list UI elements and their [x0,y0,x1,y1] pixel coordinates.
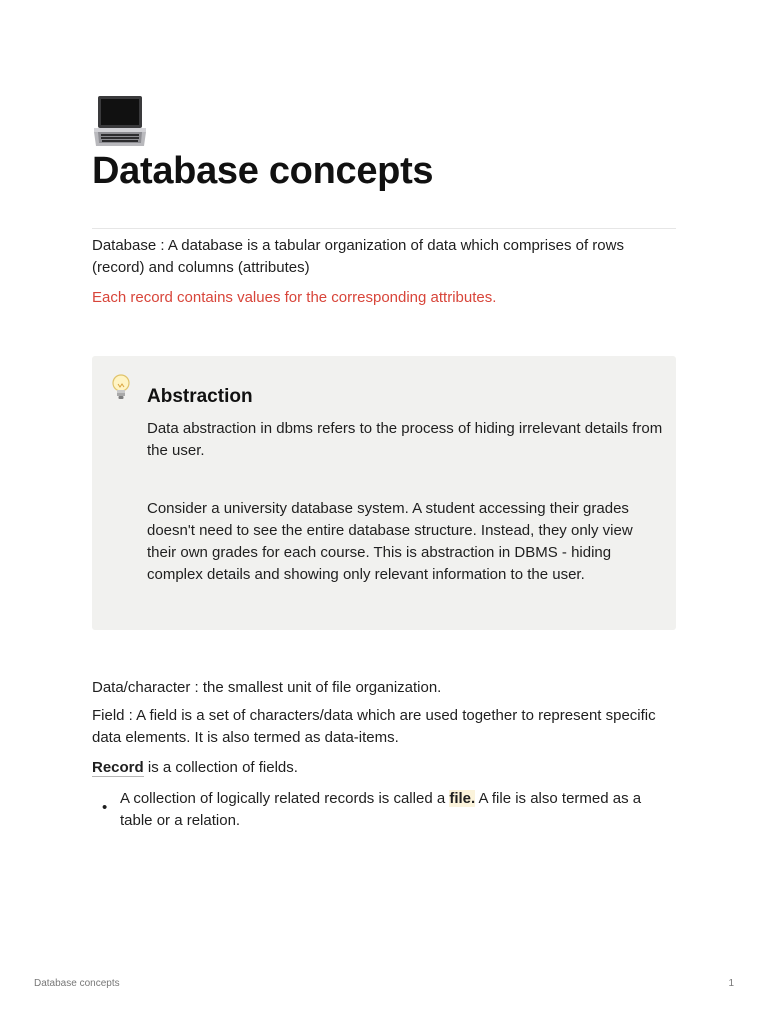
bullet-marker: • [102,799,108,816]
record-description: is a collection of fields. [143,759,298,776]
lightbulb-icon [110,373,132,401]
footer-title: Database concepts [34,978,120,989]
data-character-definition: Data/character : the smallest unit of file organization. [92,679,442,696]
callout-heading: Abstraction [147,386,253,407]
file-text-before: A collection of logically related records is called a [120,790,450,807]
field-definition: Field : A field is a set of characters/data which are used together to represent specific data elements. It is also termed as data-items. [92,707,656,746]
page-title: Database concepts [92,150,434,192]
callout-paragraph-definition: Data abstraction in dbms refers to the process of hiding irrelevant details from the user. [147,420,663,459]
list-item [120,788,676,832]
database-definition: Database : A database is a tabular organization of data which comprises of rows (record) and columns (attributes) [92,237,624,276]
file-term: file. [449,790,476,807]
page-number: 1 [728,978,734,989]
file-text-after: A file is also termed as a table or a relation. [120,790,642,829]
record-term: Record [92,759,144,776]
laptop-icon [92,94,148,148]
abstraction-callout [92,356,676,630]
record-note: Each record contains values for the corresponding attributes. [92,289,497,306]
record-definition [92,757,676,779]
title-divider [92,228,676,229]
callout-paragraph-example: Consider a university database system. A student accessing their grades doesn't need to see the entire database structure. Instead, they only view their own grades for each course. This is abstraction in DBMS - hiding complex details and showing only relevant information to the user. [147,500,633,583]
